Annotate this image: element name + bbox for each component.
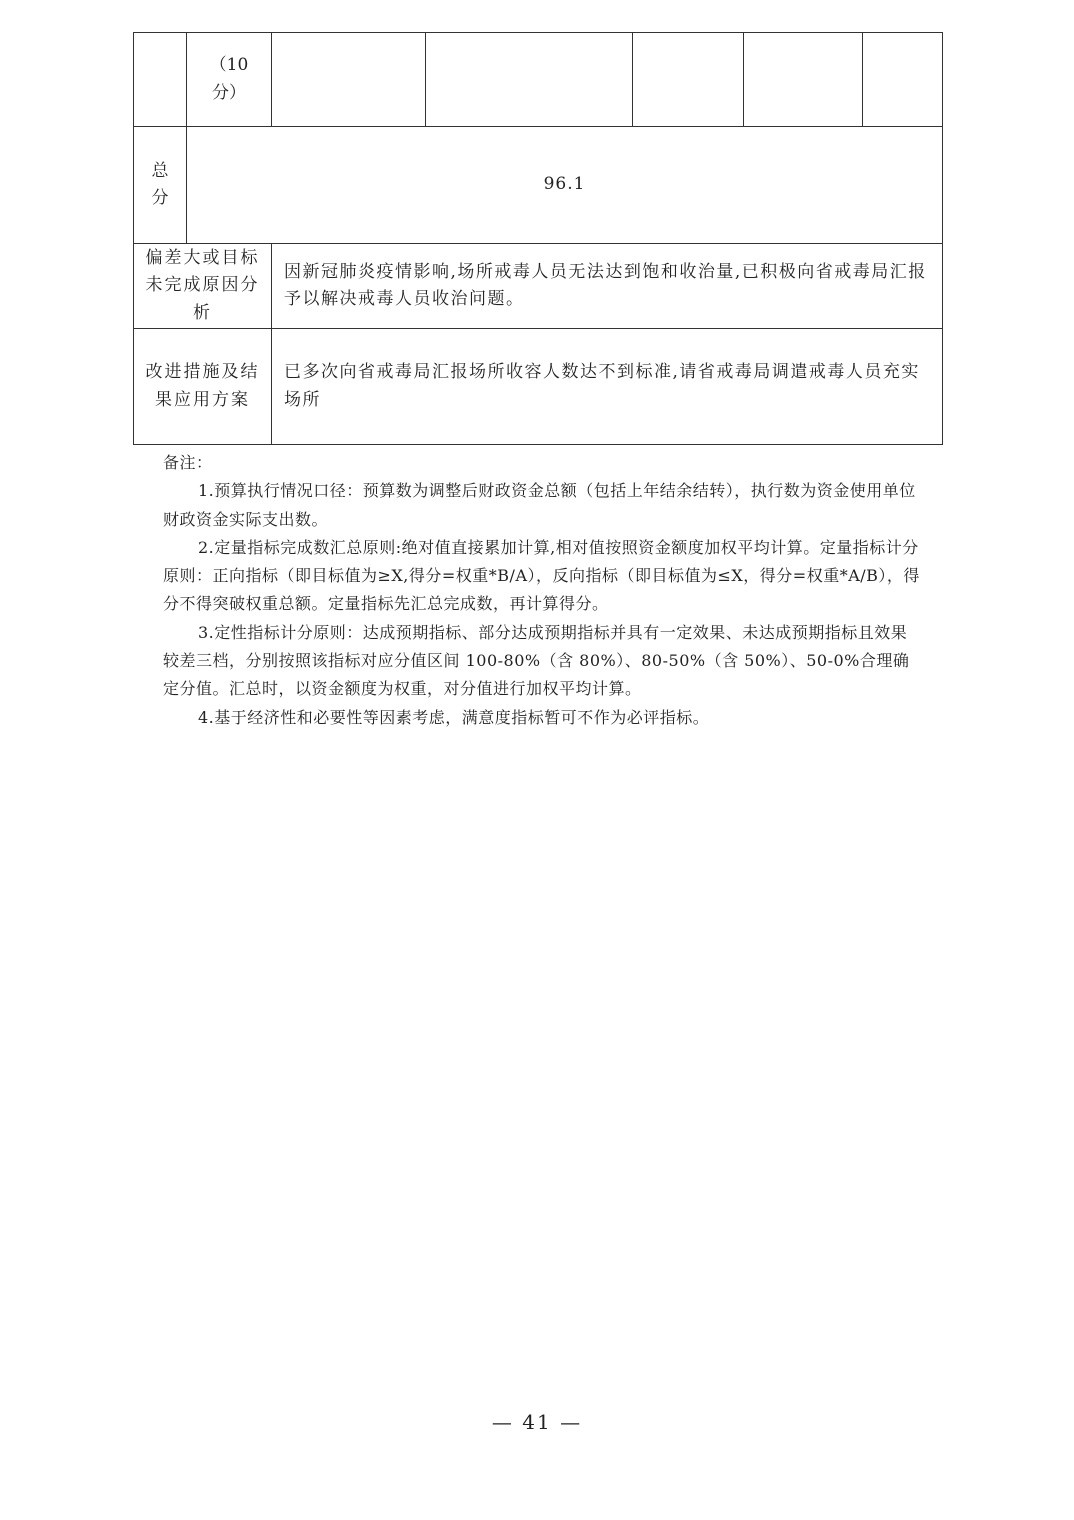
table-row-deviation-analysis xyxy=(134,244,943,329)
table-row-improvement-plan xyxy=(134,329,943,445)
deviation-analysis-content: 因新冠肺炎疫情影响,场所戒毒人员无法达到饱和收治量,已积极向省戒毒局汇报予以解决戒毒人员收治问题。 xyxy=(272,244,943,329)
notes-section xyxy=(163,449,923,732)
total-score-label xyxy=(134,127,187,244)
table-cell-empty xyxy=(633,33,744,127)
deviation-analysis-label xyxy=(134,244,272,329)
deviation-label-line2: 未完成原因分 xyxy=(145,275,260,296)
deviation-label-line1: 偏差大或目标 xyxy=(145,248,260,269)
improvement-plan-label xyxy=(134,329,272,445)
table-cell-score xyxy=(187,33,272,127)
performance-evaluation-table xyxy=(133,32,943,445)
table-cell-empty xyxy=(272,33,426,127)
deviation-label-line3: 析 xyxy=(193,302,212,323)
score-text-line1: （10 xyxy=(209,55,249,76)
note-item-1: 1.预算执行情况口径：预算数为调整后财政资金总额（包括上年结余结转），执行数为资金使用单位财政资金实际支出数。 xyxy=(163,481,916,529)
improvement-label-line2: 果应用方案 xyxy=(155,389,250,410)
note-item-2: 2.定量指标完成数汇总原则:绝对值直接累加计算,相对值按照资金额度加权平均计算。定量指标计分原则：正向指标（即目标值为≥X,得分=权重*B/A），反向指标（即目标值为≤X，得分=权重*A/B），得分不得突破权重总额。定量指标先汇总完成数，再计算得分。 xyxy=(163,537,920,614)
table-cell-empty xyxy=(426,33,633,127)
table-cell-empty xyxy=(863,33,943,127)
total-score-value: 96.1 xyxy=(187,127,943,244)
table-cell-empty xyxy=(744,33,863,127)
note-item-4: 4.基于经济性和必要性等因素考虑，满意度指标暂可不作为必评指标。 xyxy=(198,707,710,727)
score-text-line2: 分） xyxy=(212,82,246,103)
table-row-total-score xyxy=(134,127,943,244)
note-item-3: 3.定性指标计分原则：达成预期指标、部分达成预期指标并具有一定效果、未达成预期指标且效果较差三档，分别按照该指标对应分值区间 100-80%（含 80%）、80-50%（含 50%）、50-0%合理确定分值。汇总时，以资金额度为权重，对分值进行加权平均计算。 xyxy=(163,622,910,699)
table-row-score-continuation xyxy=(134,33,943,127)
page-number: — 41 — xyxy=(491,1410,583,1434)
total-label-line1: 总 xyxy=(151,160,169,181)
improvement-plan-content: 已多次向省戒毒局汇报场所收容人数达不到标准,请省戒毒局调遣戒毒人员充实场所 xyxy=(272,329,943,445)
improvement-label-line1: 改进措施及结 xyxy=(145,362,260,383)
notes-title: 备注： xyxy=(163,453,213,472)
table-cell-empty xyxy=(134,33,187,127)
total-label-line2: 分 xyxy=(151,188,169,208)
